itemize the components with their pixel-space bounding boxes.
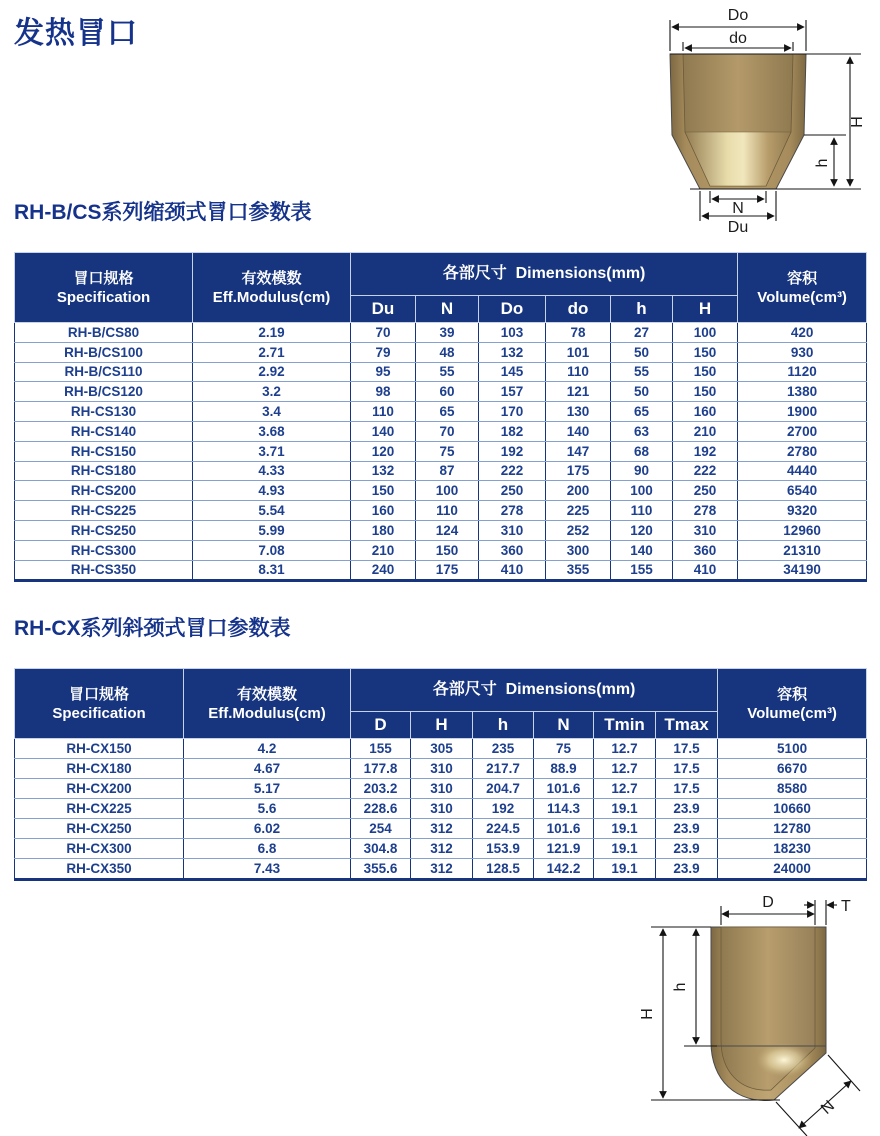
spec-cell: RH-CS130 xyxy=(15,402,193,422)
value-cell: 19.1 xyxy=(594,839,656,859)
value-cell: 360 xyxy=(479,540,546,560)
modulus-column-header-text: Eff.Modulus(cm) xyxy=(212,288,331,306)
value-cell: 278 xyxy=(479,501,546,521)
volume-column-header-text: Volume(cm³) xyxy=(747,704,837,722)
page-title: 发热冒口 xyxy=(14,17,138,50)
value-cell: 132 xyxy=(479,342,546,362)
value-cell: 12.7 xyxy=(594,739,656,759)
value-cell: 250 xyxy=(479,481,546,501)
value-cell: 4.2 xyxy=(184,739,351,759)
value-cell: 140 xyxy=(351,421,416,441)
value-cell: 252 xyxy=(546,520,611,540)
value-cell: 78 xyxy=(546,323,611,343)
spec-cell: RH-CS150 xyxy=(15,441,193,461)
value-cell: 312 xyxy=(411,859,473,880)
value-cell: 210 xyxy=(673,421,738,441)
riser-cross-section-diagram-cs xyxy=(628,2,878,237)
value-cell: 180 xyxy=(351,520,416,540)
value-cell: 150 xyxy=(673,382,738,402)
value-cell: 23.9 xyxy=(656,859,718,880)
dim-label-T: T xyxy=(841,898,851,915)
table-row xyxy=(15,421,867,441)
value-cell: 240 xyxy=(351,560,416,581)
value-cell: 157 xyxy=(479,382,546,402)
value-cell: 55 xyxy=(416,362,479,382)
value-cell: 217.7 xyxy=(473,759,534,779)
value-cell: 7.08 xyxy=(193,540,351,560)
value-cell: 120 xyxy=(611,520,673,540)
table-row xyxy=(15,520,867,540)
value-cell: 75 xyxy=(416,441,479,461)
value-cell: 17.5 xyxy=(656,779,718,799)
spec-column-header-text: Specification xyxy=(52,704,146,722)
value-cell: 930 xyxy=(738,342,867,362)
dim-label-h: h xyxy=(672,982,689,992)
value-cell: 145 xyxy=(479,362,546,382)
dimensions-group-header xyxy=(351,669,718,712)
value-cell: 278 xyxy=(673,501,738,521)
value-cell: 4.67 xyxy=(184,759,351,779)
value-cell: 8.31 xyxy=(193,560,351,581)
value-cell: 19.1 xyxy=(594,859,656,880)
value-cell: 310 xyxy=(479,520,546,540)
spec-cell: RH-B/CS110 xyxy=(15,362,193,382)
value-cell: 79 xyxy=(351,342,416,362)
cx-series-table-wrap xyxy=(14,668,866,881)
value-cell: 1380 xyxy=(738,382,867,402)
spec-cell: RH-CS250 xyxy=(15,520,193,540)
section-title-cx-series: RH-CX系列斜颈式冒口参数表 xyxy=(14,617,291,640)
value-cell: 88.9 xyxy=(534,759,594,779)
value-cell: 2.19 xyxy=(193,323,351,343)
spec-cell: RH-CX300 xyxy=(15,839,184,859)
section-title-cs-series: RH-B/CS系列缩颈式冒口参数表 xyxy=(14,201,312,224)
modulus-column-header-text: 有效模数 xyxy=(241,269,302,287)
value-cell: 63 xyxy=(611,421,673,441)
dim-column-header: Tmax xyxy=(656,712,718,739)
value-cell: 222 xyxy=(479,461,546,481)
value-cell: 222 xyxy=(673,461,738,481)
table-row xyxy=(15,560,867,581)
value-cell: 160 xyxy=(351,501,416,521)
value-cell: 177.8 xyxy=(351,759,411,779)
spec-column-header-text: 冒口规格 xyxy=(73,269,134,287)
dim-label-N: N xyxy=(818,1097,838,1118)
value-cell: 192 xyxy=(479,441,546,461)
dim-column-header: H xyxy=(673,296,738,323)
value-cell: 70 xyxy=(351,323,416,343)
value-cell: 250 xyxy=(673,481,738,501)
value-cell: 87 xyxy=(416,461,479,481)
value-cell: 200 xyxy=(546,481,611,501)
value-cell: 312 xyxy=(411,839,473,859)
spec-column-header xyxy=(15,669,184,739)
value-cell: 182 xyxy=(479,421,546,441)
value-cell: 100 xyxy=(611,481,673,501)
value-cell: 6540 xyxy=(738,481,867,501)
volume-column-header xyxy=(718,669,867,739)
spec-column-header-text: 冒口规格 xyxy=(68,685,129,703)
table-row xyxy=(15,859,867,880)
value-cell: 6.02 xyxy=(184,819,351,839)
spec-cell: RH-CX225 xyxy=(15,799,184,819)
value-cell: 9320 xyxy=(738,501,867,521)
dim-column-header: h xyxy=(473,712,534,739)
value-cell: 95 xyxy=(351,362,416,382)
value-cell: 3.4 xyxy=(193,402,351,422)
value-cell: 305 xyxy=(411,739,473,759)
value-cell: 6670 xyxy=(718,759,867,779)
value-cell: 5.54 xyxy=(193,501,351,521)
dim-column-header: Du xyxy=(351,296,416,323)
cs-series-parameter-table xyxy=(14,252,867,582)
value-cell: 130 xyxy=(546,402,611,422)
value-cell: 5.99 xyxy=(193,520,351,540)
value-cell: 17.5 xyxy=(656,739,718,759)
value-cell: 4.33 xyxy=(193,461,351,481)
dim-label-N: N xyxy=(732,200,744,217)
spec-cell: RH-B/CS120 xyxy=(15,382,193,402)
value-cell: 140 xyxy=(546,421,611,441)
value-cell: 12960 xyxy=(738,520,867,540)
value-cell: 155 xyxy=(611,560,673,581)
value-cell: 12.7 xyxy=(594,759,656,779)
value-cell: 210 xyxy=(351,540,416,560)
value-cell: 23.9 xyxy=(656,839,718,859)
value-cell: 90 xyxy=(611,461,673,481)
value-cell: 132 xyxy=(351,461,416,481)
value-cell: 155 xyxy=(351,739,411,759)
value-cell: 4440 xyxy=(738,461,867,481)
riser-cross-section-diagram-cx xyxy=(618,890,880,1136)
value-cell: 110 xyxy=(351,402,416,422)
value-cell: 39 xyxy=(416,323,479,343)
spec-cell: RH-CX250 xyxy=(15,819,184,839)
table-row xyxy=(15,323,867,343)
dim-label-Du: Du xyxy=(727,219,749,236)
volume-column-header-text: Volume(cm³) xyxy=(757,288,847,306)
value-cell: 2780 xyxy=(738,441,867,461)
spec-cell: RH-CS200 xyxy=(15,481,193,501)
dim-label-h: h xyxy=(814,158,831,168)
value-cell: 12.7 xyxy=(594,779,656,799)
value-cell: 60 xyxy=(416,382,479,402)
dim-column-header: h xyxy=(611,296,673,323)
dim-column-header: D xyxy=(351,712,411,739)
value-cell: 5.6 xyxy=(184,799,351,819)
value-cell: 34190 xyxy=(738,560,867,581)
value-cell: 310 xyxy=(411,759,473,779)
table-row xyxy=(15,779,867,799)
value-cell: 8580 xyxy=(718,779,867,799)
value-cell: 300 xyxy=(546,540,611,560)
value-cell: 150 xyxy=(673,362,738,382)
table-row xyxy=(15,501,867,521)
dim-column-header: Do xyxy=(479,296,546,323)
value-cell: 98 xyxy=(351,382,416,402)
value-cell: 355.6 xyxy=(351,859,411,880)
value-cell: 355 xyxy=(546,560,611,581)
value-cell: 170 xyxy=(479,402,546,422)
dim-label-D: D xyxy=(762,894,774,911)
value-cell: 254 xyxy=(351,819,411,839)
value-cell: 150 xyxy=(416,540,479,560)
value-cell: 75 xyxy=(534,739,594,759)
value-cell: 3.71 xyxy=(193,441,351,461)
value-cell: 12780 xyxy=(718,819,867,839)
dim-column-header: H xyxy=(411,712,473,739)
value-cell: 128.5 xyxy=(473,859,534,880)
value-cell: 3.68 xyxy=(193,421,351,441)
value-cell: 6.8 xyxy=(184,839,351,859)
value-cell: 121.9 xyxy=(534,839,594,859)
spec-cell: RH-B/CS100 xyxy=(15,342,193,362)
value-cell: 4.93 xyxy=(193,481,351,501)
value-cell: 101.6 xyxy=(534,779,594,799)
value-cell: 150 xyxy=(673,342,738,362)
value-cell: 10660 xyxy=(718,799,867,819)
value-cell: 304.8 xyxy=(351,839,411,859)
value-cell: 17.5 xyxy=(656,759,718,779)
table-row xyxy=(15,481,867,501)
dim-label-H: H xyxy=(849,116,866,128)
value-cell: 114.3 xyxy=(534,799,594,819)
value-cell: 2.92 xyxy=(193,362,351,382)
value-cell: 120 xyxy=(351,441,416,461)
value-cell: 100 xyxy=(673,323,738,343)
dim-label-H: H xyxy=(639,1008,656,1020)
value-cell: 410 xyxy=(479,560,546,581)
table-row xyxy=(15,402,867,422)
value-cell: 21310 xyxy=(738,540,867,560)
value-cell: 110 xyxy=(546,362,611,382)
modulus-column-header-text: 有效模数 xyxy=(236,685,297,703)
value-cell: 50 xyxy=(611,382,673,402)
modulus-column-header xyxy=(184,669,351,739)
value-cell: 110 xyxy=(416,501,479,521)
value-cell: 225 xyxy=(546,501,611,521)
spec-cell: RH-CS180 xyxy=(15,461,193,481)
value-cell: 360 xyxy=(673,540,738,560)
table-row xyxy=(15,461,867,481)
value-cell: 310 xyxy=(411,779,473,799)
spec-cell: RH-CX180 xyxy=(15,759,184,779)
volume-column-header-text: 容积 xyxy=(787,269,818,287)
spec-cell: RH-CS140 xyxy=(15,421,193,441)
value-cell: 203.2 xyxy=(351,779,411,799)
value-cell: 160 xyxy=(673,402,738,422)
value-cell: 192 xyxy=(473,799,534,819)
dimensions-group-header-text: 各部尺寸 Dimensions(mm) xyxy=(432,681,636,698)
table-row xyxy=(15,362,867,382)
value-cell: 65 xyxy=(416,402,479,422)
spec-cell: RH-B/CS80 xyxy=(15,323,193,343)
value-cell: 110 xyxy=(611,501,673,521)
value-cell: 50 xyxy=(611,342,673,362)
value-cell: 24000 xyxy=(718,859,867,880)
value-cell: 101.6 xyxy=(534,819,594,839)
value-cell: 23.9 xyxy=(656,799,718,819)
spec-cell: RH-CS350 xyxy=(15,560,193,581)
value-cell: 19.1 xyxy=(594,799,656,819)
dim-column-header: Tmin xyxy=(594,712,656,739)
value-cell: 175 xyxy=(546,461,611,481)
value-cell: 65 xyxy=(611,402,673,422)
table-row xyxy=(15,441,867,461)
value-cell: 3.2 xyxy=(193,382,351,402)
value-cell: 410 xyxy=(673,560,738,581)
spec-cell: RH-CX150 xyxy=(15,739,184,759)
value-cell: 204.7 xyxy=(473,779,534,799)
table-row xyxy=(15,739,867,759)
value-cell: 70 xyxy=(416,421,479,441)
value-cell: 312 xyxy=(411,819,473,839)
value-cell: 5.17 xyxy=(184,779,351,799)
table-row xyxy=(15,759,867,779)
value-cell: 100 xyxy=(416,481,479,501)
table-row xyxy=(15,382,867,402)
dim-column-header: N xyxy=(534,712,594,739)
value-cell: 420 xyxy=(738,323,867,343)
value-cell: 5100 xyxy=(718,739,867,759)
dim-label-do: do xyxy=(729,30,747,47)
cup-shape xyxy=(711,927,826,1100)
modulus-column-header xyxy=(193,253,351,323)
value-cell: 153.9 xyxy=(473,839,534,859)
value-cell: 150 xyxy=(351,481,416,501)
value-cell: 142.2 xyxy=(534,859,594,880)
value-cell: 228.6 xyxy=(351,799,411,819)
value-cell: 310 xyxy=(411,799,473,819)
value-cell: 147 xyxy=(546,441,611,461)
table-row xyxy=(15,540,867,560)
value-cell: 121 xyxy=(546,382,611,402)
dim-label-Do: Do xyxy=(727,7,749,24)
value-cell: 1900 xyxy=(738,402,867,422)
table-row xyxy=(15,799,867,819)
spec-cell: RH-CX200 xyxy=(15,779,184,799)
value-cell: 19.1 xyxy=(594,819,656,839)
value-cell: 124 xyxy=(416,520,479,540)
dimensions-group-header-text: 各部尺寸 Dimensions(mm) xyxy=(442,265,646,282)
spec-cell: RH-CS225 xyxy=(15,501,193,521)
value-cell: 68 xyxy=(611,441,673,461)
value-cell: 140 xyxy=(611,540,673,560)
value-cell: 175 xyxy=(416,560,479,581)
value-cell: 2.71 xyxy=(193,342,351,362)
table-row xyxy=(15,819,867,839)
value-cell: 18230 xyxy=(718,839,867,859)
value-cell: 224.5 xyxy=(473,819,534,839)
value-cell: 48 xyxy=(416,342,479,362)
value-cell: 2700 xyxy=(738,421,867,441)
cs-series-table-wrap xyxy=(14,252,866,582)
value-cell: 192 xyxy=(673,441,738,461)
value-cell: 103 xyxy=(479,323,546,343)
dim-column-header: do xyxy=(546,296,611,323)
value-cell: 23.9 xyxy=(656,819,718,839)
table-row xyxy=(15,839,867,859)
value-cell: 55 xyxy=(611,362,673,382)
value-cell: 1120 xyxy=(738,362,867,382)
spec-cell: RH-CX350 xyxy=(15,859,184,880)
volume-column-header-text: 容积 xyxy=(777,685,808,703)
value-cell: 235 xyxy=(473,739,534,759)
value-cell: 310 xyxy=(673,520,738,540)
dim-column-header: N xyxy=(416,296,479,323)
value-cell: 101 xyxy=(546,342,611,362)
spec-cell: RH-CS300 xyxy=(15,540,193,560)
value-cell: 27 xyxy=(611,323,673,343)
modulus-column-header-text: Eff.Modulus(cm) xyxy=(208,704,326,722)
table-row xyxy=(15,342,867,362)
cup-shape xyxy=(670,54,806,189)
dimensions-group-header xyxy=(351,253,738,296)
volume-column-header xyxy=(738,253,867,323)
spec-column-header-text: Specification xyxy=(56,288,151,306)
spec-column-header xyxy=(15,253,193,323)
value-cell: 7.43 xyxy=(184,859,351,880)
cx-series-parameter-table xyxy=(14,668,867,881)
